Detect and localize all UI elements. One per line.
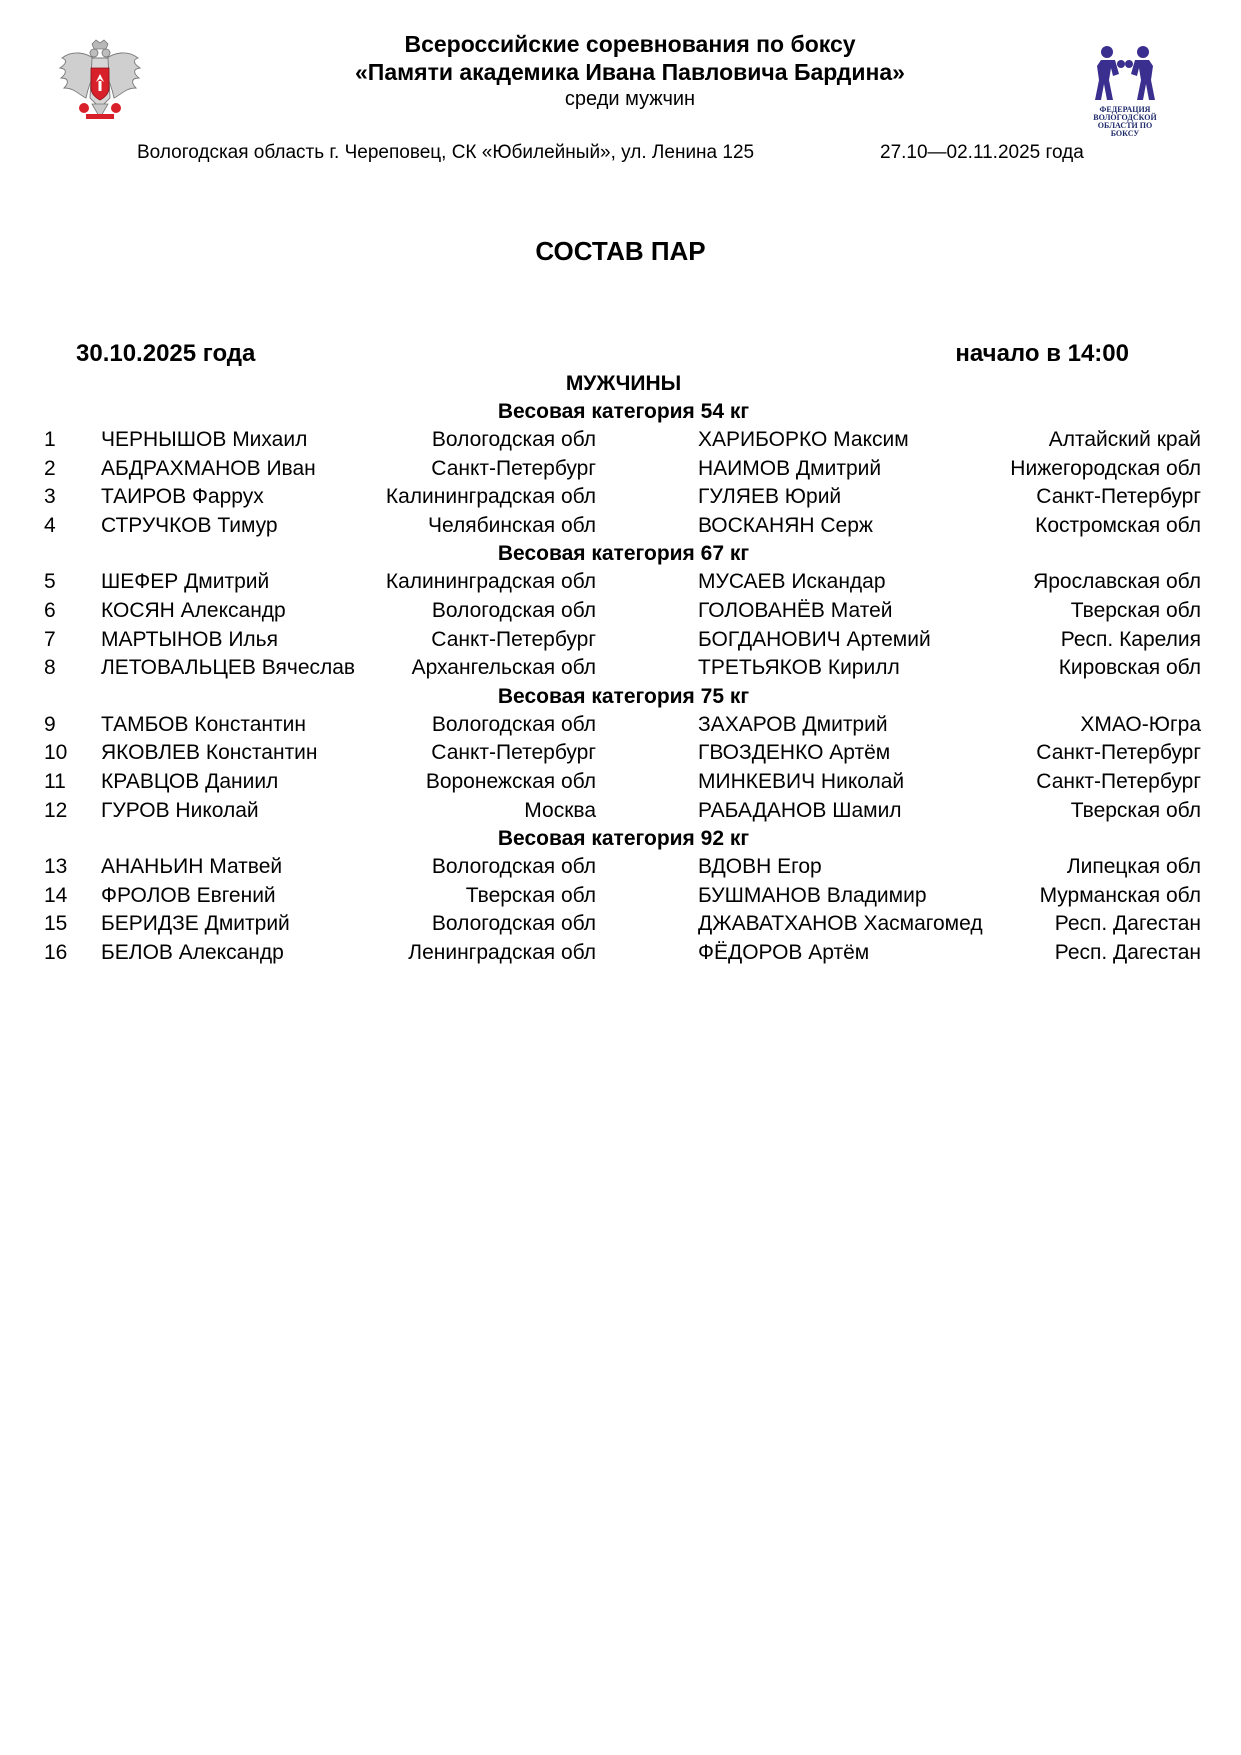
red-corner-region: Тверская обл xyxy=(465,883,596,907)
bout-row xyxy=(0,739,1241,768)
blue-corner-region: Респ. Дагестан xyxy=(1054,940,1201,964)
blue-corner-boxer: РАБАДАНОВ Шамил xyxy=(698,798,902,822)
blue-corner-boxer: МИНКЕВИЧ Николай xyxy=(698,769,905,793)
bouts-table xyxy=(0,370,1241,968)
bout-number: 3 xyxy=(44,485,56,509)
blue-corner-region: Тверская обл xyxy=(1070,798,1201,822)
blue-corner-boxer: БОГДАНОВИЧ Артемий xyxy=(698,627,931,651)
bout-number: 2 xyxy=(44,456,56,480)
title-line-2: «Памяти академика Ивана Павловича Бардина» xyxy=(355,59,905,85)
weight-category-title: Весовая категория 67 кг xyxy=(497,542,750,566)
page-title: СОСТАВ ПАР xyxy=(535,236,706,266)
bout-number: 5 xyxy=(44,570,56,594)
red-corner-boxer: ТАИРОВ Фаррух xyxy=(101,485,264,509)
blue-corner-region: Респ. Дагестан xyxy=(1054,912,1201,936)
red-corner-boxer: ШЕФЕР Дмитрий xyxy=(101,570,270,594)
red-corner-boxer: СТРУЧКОВ Тимур xyxy=(101,513,278,537)
blue-corner-boxer: ВДОВН Егор xyxy=(698,855,822,879)
red-corner-boxer: ЯКОВЛЕВ Константин xyxy=(101,741,318,765)
red-corner-region: Ленинградская обл xyxy=(408,940,596,964)
bout-row xyxy=(0,797,1241,826)
red-corner-boxer: ЛЕТОВАЛЬЦЕВ Вячеслав xyxy=(101,656,356,680)
title-line-3: среди мужчин xyxy=(564,88,696,110)
blue-corner-boxer: ТРЕТЬЯКОВ Кирилл xyxy=(698,656,900,680)
red-corner-region: Вологодская обл xyxy=(431,428,596,451)
red-corner-region: Москва xyxy=(524,798,596,822)
blue-corner-boxer: ДЖАВАТХАНОВ Хасмагомед xyxy=(698,912,983,936)
bout-row xyxy=(0,597,1241,626)
blue-corner-region: Ярославская обл xyxy=(1033,570,1201,594)
blue-corner-boxer: МУСАЕВ Искандар xyxy=(698,570,886,594)
blue-corner-boxer: НАИМОВ Дмитрий xyxy=(698,456,882,480)
categories-list xyxy=(0,398,1241,968)
red-corner-boxer: АБДРАХМАНОВ Иван xyxy=(101,456,316,480)
red-corner-boxer: БЕЛОВ Александр xyxy=(101,940,284,964)
bout-row xyxy=(0,426,1241,455)
red-corner-region: Калининградская обл xyxy=(385,570,596,594)
coat-of-arms-icon xyxy=(56,38,144,126)
boxing-federation-icon xyxy=(1085,44,1165,138)
group-title: МУЖЧИНЫ xyxy=(565,372,682,395)
bout-row xyxy=(0,654,1241,683)
bout-number: 16 xyxy=(44,940,68,964)
blue-corner-region: Санкт-Петербург xyxy=(1036,741,1201,765)
red-corner-region: Вологодская обл xyxy=(431,855,596,879)
bout-number: 4 xyxy=(44,513,56,537)
blue-corner-region: Кировская обл xyxy=(1058,656,1201,680)
red-corner-region: Санкт-Петербург xyxy=(431,627,596,651)
red-corner-boxer: ГУРОВ Николай xyxy=(101,798,259,822)
blue-corner-boxer: ГУЛЯЕВ Юрий xyxy=(698,485,842,509)
bout-row xyxy=(0,853,1241,882)
competition-title xyxy=(300,30,960,112)
bout-number: 11 xyxy=(44,769,66,793)
blue-corner-boxer: ХАРИБОРКО Максим xyxy=(698,428,909,451)
weight-category-title: Весовая категория 92 кг xyxy=(497,827,750,851)
bout-row xyxy=(0,910,1241,939)
bout-row xyxy=(0,939,1241,968)
red-corner-boxer: ЧЕРНЫШОВ Михаил xyxy=(101,428,308,451)
blue-corner-region: Нижегородская обл xyxy=(1010,456,1201,480)
blue-corner-region: ХМАО-Югра xyxy=(1080,712,1201,736)
bout-row xyxy=(0,483,1241,512)
red-corner-region: Санкт-Петербург xyxy=(431,456,596,480)
red-corner-boxer: АНАНЬИН Матвей xyxy=(101,855,283,879)
venue: Вологодская область г. Череповец, СК «Юбилейный», ул. Ленина 125 xyxy=(137,142,755,163)
federation-caption: ФЕДЕРАЦИЯ ВОЛОГОДСКОЙ ОБЛАСТИ ПО БОКСУ xyxy=(1093,105,1157,138)
red-corner-boxer: ФРОЛОВ Евгений xyxy=(101,883,276,907)
blue-corner-region: Санкт-Петербург xyxy=(1036,769,1201,793)
bout-row xyxy=(0,455,1241,484)
bout-number: 14 xyxy=(44,883,68,907)
bout-row xyxy=(0,512,1241,541)
blue-corner-region: Мурманская обл xyxy=(1039,883,1201,907)
blue-corner-boxer: ВОСКАНЯН Серж xyxy=(698,513,873,537)
bout-number: 15 xyxy=(44,912,68,936)
blue-corner-region: Тверская обл xyxy=(1070,598,1201,622)
blue-corner-boxer: ГВОЗДЕНКО Артём xyxy=(698,741,891,765)
red-corner-region: Челябинская обл xyxy=(427,513,596,537)
red-corner-region: Калининградская обл xyxy=(385,485,596,509)
bout-number: 1 xyxy=(44,428,56,451)
weight-category-title: Весовая категория 75 кг xyxy=(497,684,750,708)
weight-category-title: Весовая категория 54 кг xyxy=(497,400,750,423)
red-corner-region: Вологодская обл xyxy=(431,912,596,936)
blue-corner-boxer: ФЁДОРОВ Артём xyxy=(698,940,870,964)
red-corner-region: Вологодская обл xyxy=(431,712,596,736)
bout-row xyxy=(0,882,1241,911)
bout-number: 13 xyxy=(44,855,68,879)
bout-row xyxy=(0,568,1241,597)
red-corner-region: Вологодская обл xyxy=(431,598,596,622)
blue-corner-boxer: ГОЛОВАНЁВ Матей xyxy=(698,598,893,622)
title-line-1: Всероссийские соревнования по боксу xyxy=(404,31,856,57)
bout-number: 8 xyxy=(44,656,56,680)
blue-corner-boxer: БУШМАНОВ Владимир xyxy=(698,883,927,907)
red-corner-region: Санкт-Петербург xyxy=(431,741,596,765)
red-corner-boxer: КОСЯН Александр xyxy=(101,598,286,622)
red-corner-boxer: МАРТЫНОВ Илья xyxy=(101,627,278,651)
red-corner-boxer: ТАМБОВ Константин xyxy=(101,712,306,736)
bout-row xyxy=(0,711,1241,740)
blue-corner-region: Респ. Карелия xyxy=(1060,627,1201,651)
blue-corner-region: Липецкая обл xyxy=(1066,855,1201,879)
bout-row xyxy=(0,768,1241,797)
red-corner-region: Воронежская обл xyxy=(425,769,596,793)
blue-corner-region: Санкт-Петербург xyxy=(1036,485,1201,509)
red-corner-boxer: КРАВЦОВ Даниил xyxy=(101,769,279,793)
blue-corner-region: Алтайский край xyxy=(1048,428,1201,451)
red-corner-region: Архангельская обл xyxy=(411,656,596,680)
red-corner-boxer: БЕРИДЗЕ Дмитрий xyxy=(101,912,290,936)
bout-number: 6 xyxy=(44,598,56,622)
bout-number: 9 xyxy=(44,712,56,736)
session-start-time: начало в 14:00 xyxy=(955,340,1129,367)
bout-number: 7 xyxy=(44,627,56,651)
bout-number: 12 xyxy=(44,798,68,822)
blue-corner-boxer: ЗАХАРОВ Дмитрий xyxy=(698,712,888,736)
bout-number: 10 xyxy=(44,741,68,765)
competition-dates: 27.10—02.11.2025 года xyxy=(880,142,1084,163)
bout-row xyxy=(0,626,1241,655)
blue-corner-region: Костромская обл xyxy=(1035,513,1201,537)
session-date: 30.10.2025 года xyxy=(76,340,256,367)
